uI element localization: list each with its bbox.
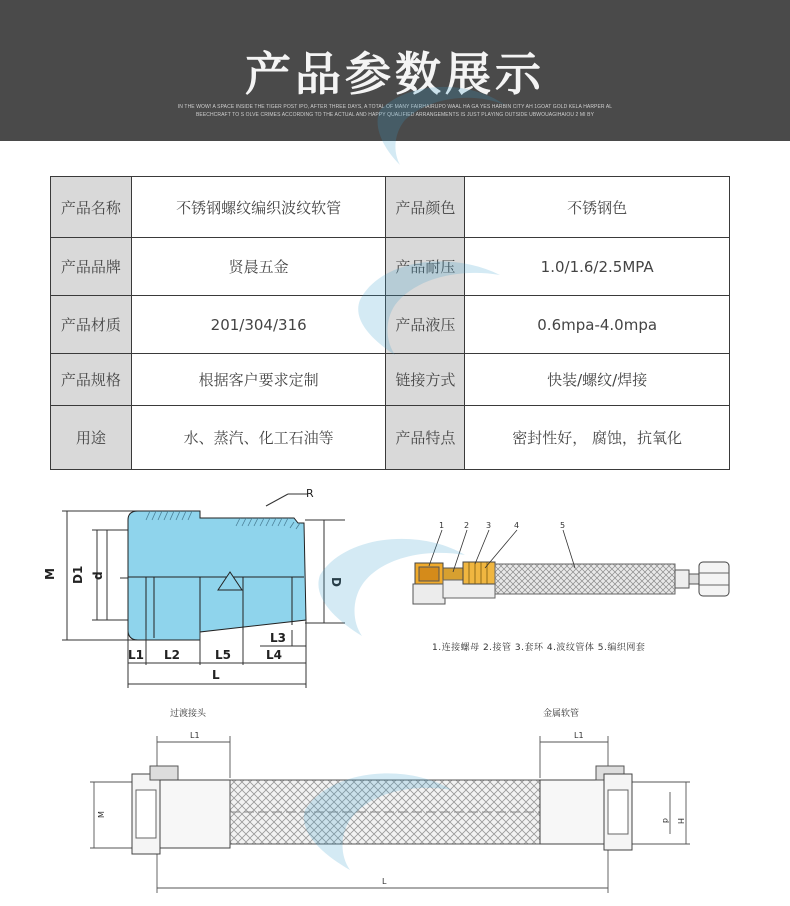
label-H: H [676, 818, 685, 825]
label-L1-right: L1 [574, 731, 584, 740]
header-banner [0, 0, 790, 141]
spec-value: 根据客户要求定制 [131, 354, 386, 406]
spec-label: 产品特点 [386, 406, 465, 470]
spec-label: 产品颜色 [386, 177, 465, 238]
spec-value: 快装/螺纹/焊接 [465, 354, 730, 406]
label-d: d [661, 818, 670, 824]
table-row [51, 296, 730, 354]
hose-assembly-drawing [90, 718, 710, 903]
spec-label: 产品规格 [51, 354, 132, 406]
spec-table [50, 176, 730, 470]
spec-label: 链接方式 [386, 354, 465, 406]
left-caption: 过渡接头 [170, 709, 207, 719]
spec-value: 水、蒸汽、化工石油等 [131, 406, 386, 470]
callout-4: 4 [514, 521, 520, 530]
spec-value: 贤晨五金 [131, 238, 386, 296]
label-M: M [43, 568, 57, 580]
spec-value: 密封性好， 腐蚀，抗氧化 [465, 406, 730, 470]
label-M: M [97, 811, 106, 818]
banner-subtitle: IN THE WOW! A SPACE INSIDE THE TIGER POST IPO, AFTER THREE DAYS, A TOTAL OF MANY FAIRHAIRUPO WAAL HA GA YES HARBIN CITY AH 1GOAT GOLD KELA HARPER AL BEECHCRAFT TO S OLVE CRIMES ACCORDING TO THE ACTUAL AND HAPPY QUALIFIED ARRANGEMENTS IS JUST PLAYING OUTSIDE UBWOUAGIHAIOU 2 MI BY [177, 104, 613, 118]
spec-label: 产品耐压 [386, 238, 465, 296]
spec-value: 0.6mpa-4.0mpa [465, 296, 730, 354]
table-row [51, 238, 730, 296]
label-L1: L1 [128, 648, 144, 662]
spec-value: 1.0/1.6/2.5MPA [465, 238, 730, 296]
label-L4: L4 [266, 648, 282, 662]
fitting-dimension-drawing [40, 480, 360, 695]
callout-1: 1 [439, 521, 445, 530]
table-row [51, 177, 730, 238]
spec-label: 产品液压 [386, 296, 465, 354]
label-L1-left: L1 [190, 731, 200, 740]
spec-value: 不锈钢色 [465, 177, 730, 238]
hose-cutaway-drawing [405, 518, 745, 633]
label-L5: L5 [215, 648, 231, 662]
spec-label: 产品材质 [51, 296, 132, 354]
callout-5: 5 [560, 521, 566, 530]
label-D1: D1 [71, 565, 85, 584]
table-row [51, 406, 730, 470]
spec-value: 201/304/316 [131, 296, 386, 354]
label-d: d [91, 571, 105, 580]
label-L: L [382, 877, 387, 886]
label-L3: L3 [270, 631, 286, 645]
label-R: R [306, 487, 314, 500]
label-L2: L2 [164, 648, 180, 662]
spec-label: 产品品牌 [51, 238, 132, 296]
spec-label: 产品名称 [51, 177, 132, 238]
label-L: L [212, 668, 220, 682]
callout-2: 2 [464, 521, 470, 530]
spec-label: 用途 [51, 406, 132, 470]
page-title: 产品参数展示 [245, 47, 545, 101]
right-caption: 金属软管 [543, 709, 580, 719]
label-D: D [329, 577, 343, 587]
hose-legend: 1.连接螺母 2.接管 3.套环 4.波纹管体 5.编织网套 [432, 643, 646, 653]
spec-value: 不锈钢螺纹编织波纹软管 [131, 177, 386, 238]
callout-3: 3 [486, 521, 492, 530]
table-row [51, 354, 730, 406]
